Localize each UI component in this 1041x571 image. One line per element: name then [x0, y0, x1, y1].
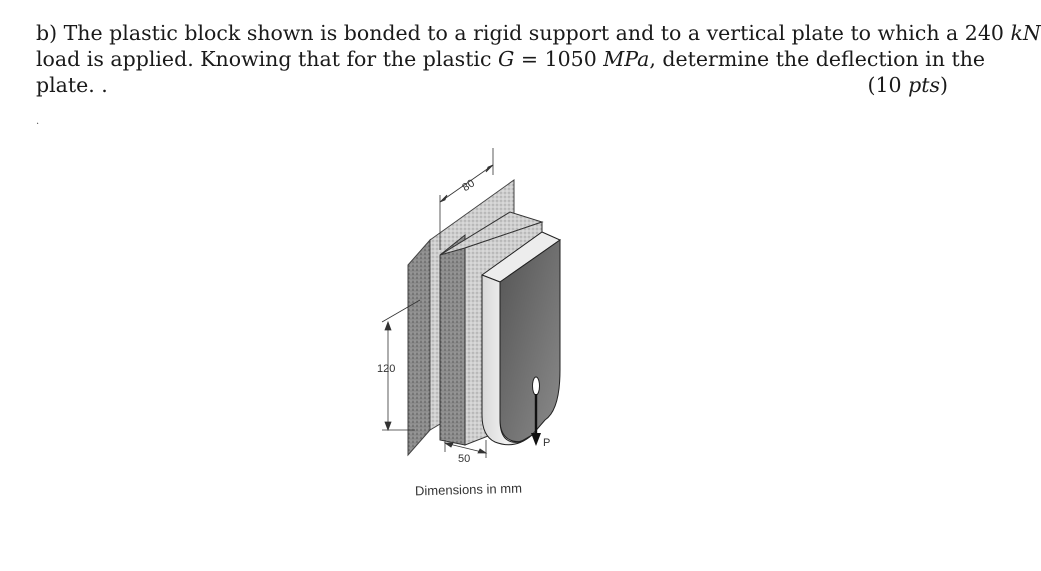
dim-depth-label: 50 — [458, 453, 471, 465]
dim-width-label: 80 — [460, 177, 478, 195]
problem-line-3: plate. . (10 pts) — [36, 73, 948, 97]
block-drawing — [360, 140, 600, 510]
dim-height-label: 120 — [377, 363, 396, 375]
unit-mpa: MPa — [603, 47, 650, 71]
unit-kn: kN — [1010, 21, 1041, 45]
figure-caption: Dimensions in mm — [414, 480, 523, 499]
stray-dot: . — [36, 116, 40, 127]
block-figure — [360, 140, 600, 510]
points-label: (10 pts) — [867, 73, 948, 97]
var-g: G — [498, 47, 515, 71]
problem-line-2: load is applied. Knowing that for the plastic G = 1050 MPa, determine the deflection in the — [36, 47, 986, 71]
load-label: P — [543, 437, 551, 449]
problem-line-1: b) The plastic block shown is bonded to a rigid support and to a vertical plate to which a 240 kN — [36, 21, 1041, 45]
problem-statement — [36, 20, 1041, 98]
